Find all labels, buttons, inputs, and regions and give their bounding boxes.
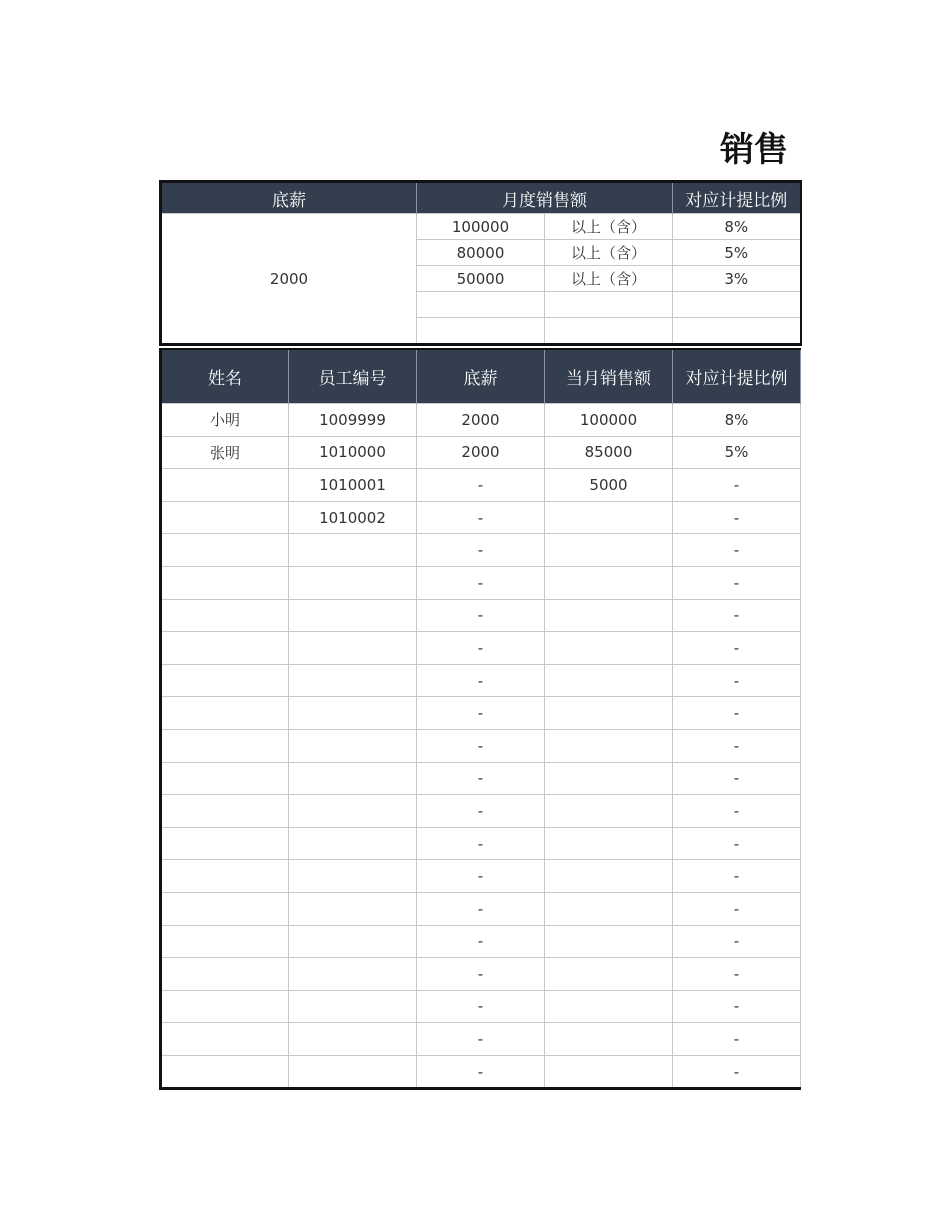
rules-ratio-cell[interactable] — [673, 292, 801, 318]
staff-name-cell[interactable] — [161, 892, 289, 925]
rules-row — [161, 214, 801, 240]
staff-row — [161, 958, 801, 991]
staff-sales-cell[interactable] — [545, 1023, 673, 1056]
staff-name-cell[interactable] — [161, 860, 289, 893]
staff-ratio-cell[interactable]: 5% — [673, 436, 801, 469]
staff-ratio-cell[interactable]: - — [673, 925, 801, 958]
rules-base-salary-cell[interactable]: 2000 — [161, 214, 417, 345]
staff-base-cell[interactable]: - — [417, 860, 545, 893]
staff-sales-cell[interactable] — [545, 534, 673, 567]
staff-ratio-cell[interactable]: - — [673, 1023, 801, 1056]
staff-sales-cell[interactable] — [545, 1055, 673, 1089]
staff-table-body — [161, 404, 801, 1089]
staff-row — [161, 795, 801, 828]
staff-base-cell[interactable]: - — [417, 729, 545, 762]
staff-ratio-cell[interactable]: - — [673, 762, 801, 795]
staff-ratio-cell[interactable]: - — [673, 534, 801, 567]
staff-name-cell[interactable] — [161, 534, 289, 567]
staff-base-cell[interactable]: - — [417, 664, 545, 697]
staff-row — [161, 827, 801, 860]
staff-name-cell[interactable] — [161, 1055, 289, 1089]
staff-base-cell[interactable]: - — [417, 990, 545, 1023]
staff-sales-cell[interactable] — [545, 795, 673, 828]
staff-sales-cell[interactable] — [545, 925, 673, 958]
rules-amount-cell[interactable] — [417, 292, 545, 318]
staff-base-cell[interactable]: - — [417, 566, 545, 599]
staff-base-cell[interactable]: - — [417, 762, 545, 795]
rules-amount-cell[interactable] — [417, 318, 545, 345]
staff-name-cell[interactable] — [161, 599, 289, 632]
staff-id-cell[interactable] — [289, 795, 417, 828]
staff-ratio-cell[interactable]: - — [673, 697, 801, 730]
staff-sales-cell[interactable] — [545, 599, 673, 632]
staff-id-cell[interactable]: 1010001 — [289, 469, 417, 502]
staff-name-cell[interactable] — [161, 566, 289, 599]
staff-name-cell[interactable]: 张明 — [161, 436, 289, 469]
staff-base-cell[interactable]: - — [417, 892, 545, 925]
staff-base-cell[interactable]: - — [417, 827, 545, 860]
staff-id-cell[interactable] — [289, 566, 417, 599]
staff-sales-cell[interactable] — [545, 697, 673, 730]
rules-ratio-cell[interactable]: 5% — [673, 240, 801, 266]
staff-sales-cell[interactable]: 100000 — [545, 404, 673, 437]
staff-ratio-cell[interactable]: - — [673, 860, 801, 893]
staff-name-cell[interactable] — [161, 958, 289, 991]
sheet-title: 销售 — [720, 130, 788, 170]
staff-ratio-cell[interactable]: - — [673, 795, 801, 828]
staff-name-cell[interactable] — [161, 469, 289, 502]
staff-base-cell[interactable]: - — [417, 599, 545, 632]
rules-condition-cell[interactable]: 以上（含） — [545, 240, 673, 266]
staff-id-cell[interactable] — [289, 1055, 417, 1089]
staff-id-cell[interactable] — [289, 990, 417, 1023]
staff-name-cell[interactable] — [161, 827, 289, 860]
staff-base-cell[interactable]: 2000 — [417, 404, 545, 437]
staff-sales-cell[interactable]: 5000 — [545, 469, 673, 502]
rules-header-row — [161, 182, 801, 214]
staff-base-cell[interactable]: - — [417, 697, 545, 730]
staff-row — [161, 892, 801, 925]
staff-ratio-cell[interactable]: - — [673, 990, 801, 1023]
staff-sales-table — [159, 348, 801, 1090]
rules-ratio-cell[interactable]: 8% — [673, 214, 801, 240]
staff-id-cell[interactable] — [289, 892, 417, 925]
rules-header-base-salary: 底薪 — [161, 182, 417, 214]
staff-row — [161, 664, 801, 697]
rules-header-ratio: 对应计提比例 — [673, 182, 801, 214]
staff-name-cell[interactable] — [161, 501, 289, 534]
staff-ratio-cell[interactable]: 8% — [673, 404, 801, 437]
staff-name-cell[interactable] — [161, 1023, 289, 1056]
staff-row — [161, 925, 801, 958]
staff-id-cell[interactable] — [289, 697, 417, 730]
staff-sales-cell[interactable] — [545, 827, 673, 860]
staff-base-cell[interactable]: - — [417, 925, 545, 958]
staff-ratio-cell[interactable]: - — [673, 1055, 801, 1089]
rules-condition-cell[interactable] — [545, 318, 673, 345]
staff-id-cell[interactable] — [289, 762, 417, 795]
staff-sales-cell[interactable] — [545, 566, 673, 599]
staff-id-cell[interactable] — [289, 827, 417, 860]
staff-name-cell[interactable]: 小明 — [161, 404, 289, 437]
staff-row — [161, 534, 801, 567]
staff-id-cell[interactable] — [289, 860, 417, 893]
staff-base-cell[interactable]: - — [417, 795, 545, 828]
staff-ratio-cell[interactable]: - — [673, 729, 801, 762]
staff-row — [161, 729, 801, 762]
staff-id-cell[interactable] — [289, 958, 417, 991]
staff-header-id: 员工编号 — [289, 349, 417, 404]
staff-header-ratio: 对应计提比例 — [673, 349, 801, 404]
staff-name-cell[interactable] — [161, 729, 289, 762]
staff-id-cell[interactable] — [289, 599, 417, 632]
staff-row — [161, 860, 801, 893]
staff-header-row — [161, 349, 801, 404]
staff-id-cell[interactable]: 1009999 — [289, 404, 417, 437]
staff-name-cell[interactable] — [161, 664, 289, 697]
staff-row — [161, 632, 801, 665]
staff-row — [161, 762, 801, 795]
rules-ratio-cell[interactable] — [673, 318, 801, 345]
staff-name-cell[interactable] — [161, 925, 289, 958]
rules-amount-cell[interactable]: 80000 — [417, 240, 545, 266]
staff-ratio-cell[interactable]: - — [673, 501, 801, 534]
staff-ratio-cell[interactable]: - — [673, 892, 801, 925]
staff-ratio-cell[interactable]: - — [673, 632, 801, 665]
rules-header-monthly-sales: 月度销售额 — [417, 182, 673, 214]
staff-base-cell[interactable]: - — [417, 632, 545, 665]
staff-row — [161, 501, 801, 534]
staff-name-cell[interactable] — [161, 697, 289, 730]
staff-ratio-cell[interactable]: - — [673, 664, 801, 697]
staff-sales-cell[interactable] — [545, 762, 673, 795]
staff-base-cell[interactable]: - — [417, 534, 545, 567]
staff-ratio-cell[interactable]: - — [673, 599, 801, 632]
staff-base-cell[interactable]: - — [417, 1023, 545, 1056]
rules-ratio-cell[interactable]: 3% — [673, 266, 801, 292]
rules-condition-cell[interactable] — [545, 292, 673, 318]
staff-row — [161, 436, 801, 469]
staff-row — [161, 566, 801, 599]
staff-sales-cell[interactable] — [545, 958, 673, 991]
staff-id-cell[interactable] — [289, 534, 417, 567]
staff-sales-cell[interactable]: 85000 — [545, 436, 673, 469]
staff-id-cell[interactable] — [289, 729, 417, 762]
staff-base-cell[interactable]: - — [417, 469, 545, 502]
staff-sales-cell[interactable] — [545, 860, 673, 893]
staff-id-cell[interactable]: 1010000 — [289, 436, 417, 469]
staff-sales-cell[interactable] — [545, 990, 673, 1023]
staff-row — [161, 599, 801, 632]
staff-header-base: 底薪 — [417, 349, 545, 404]
staff-sales-cell[interactable] — [545, 664, 673, 697]
staff-row — [161, 697, 801, 730]
staff-row — [161, 469, 801, 502]
staff-row — [161, 404, 801, 437]
staff-row — [161, 990, 801, 1023]
staff-base-cell[interactable]: - — [417, 958, 545, 991]
staff-name-cell[interactable] — [161, 990, 289, 1023]
staff-header-name: 姓名 — [161, 349, 289, 404]
staff-ratio-cell[interactable]: - — [673, 469, 801, 502]
staff-ratio-cell[interactable]: - — [673, 827, 801, 860]
staff-name-cell[interactable] — [161, 795, 289, 828]
staff-base-cell[interactable]: - — [417, 501, 545, 534]
staff-sales-cell[interactable] — [545, 501, 673, 534]
staff-sales-cell[interactable] — [545, 892, 673, 925]
staff-id-cell[interactable] — [289, 664, 417, 697]
staff-name-cell[interactable] — [161, 632, 289, 665]
staff-id-cell[interactable]: 1010002 — [289, 501, 417, 534]
staff-ratio-cell[interactable]: - — [673, 958, 801, 991]
staff-base-cell[interactable]: 2000 — [417, 436, 545, 469]
staff-id-cell[interactable] — [289, 925, 417, 958]
rules-amount-cell[interactable]: 50000 — [417, 266, 545, 292]
staff-row — [161, 1055, 801, 1089]
commission-rules-table — [159, 180, 802, 346]
staff-base-cell[interactable]: - — [417, 1055, 545, 1089]
rules-condition-cell[interactable]: 以上（含） — [545, 214, 673, 240]
staff-sales-cell[interactable] — [545, 729, 673, 762]
staff-id-cell[interactable] — [289, 1023, 417, 1056]
staff-sales-cell[interactable] — [545, 632, 673, 665]
staff-name-cell[interactable] — [161, 762, 289, 795]
staff-header-sales: 当月销售额 — [545, 349, 673, 404]
rules-amount-cell[interactable]: 100000 — [417, 214, 545, 240]
staff-id-cell[interactable] — [289, 632, 417, 665]
rules-condition-cell[interactable]: 以上（含） — [545, 266, 673, 292]
staff-ratio-cell[interactable]: - — [673, 566, 801, 599]
staff-row — [161, 1023, 801, 1056]
